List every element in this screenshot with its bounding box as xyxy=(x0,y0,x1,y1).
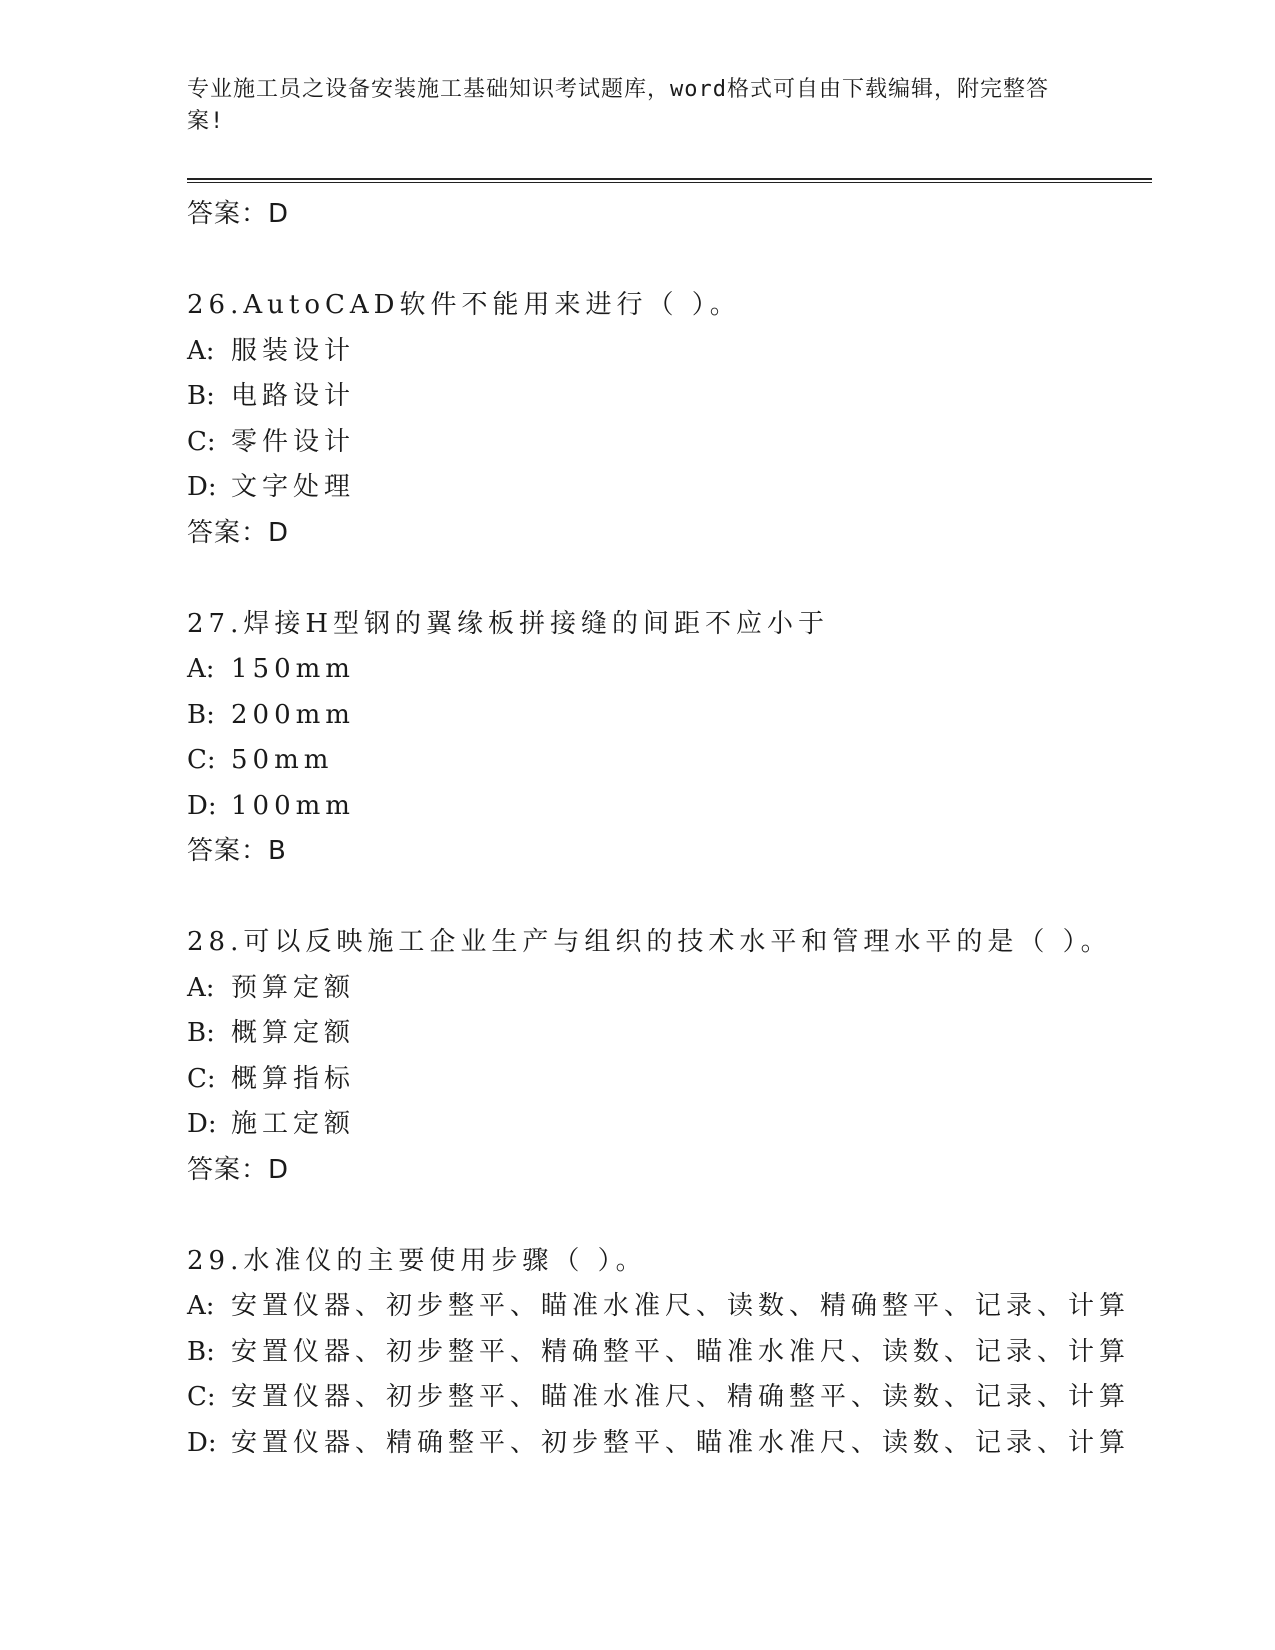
question-29 xyxy=(187,1239,1147,1467)
option-label: C: xyxy=(187,1063,216,1094)
question-26 xyxy=(187,283,1147,556)
option-text: 150mm xyxy=(231,654,355,684)
option-label: D: xyxy=(187,1427,217,1458)
answer-line: 答案：B xyxy=(187,836,287,866)
option-label: D: xyxy=(187,472,217,502)
option-c xyxy=(187,1057,1147,1103)
option-c xyxy=(187,420,1147,466)
option-text: 零件设计 xyxy=(231,426,356,457)
option-text: 50mm xyxy=(231,745,334,775)
option-label: A: xyxy=(187,335,215,366)
page-header xyxy=(187,74,1067,138)
option-label: C: xyxy=(187,745,216,775)
option-text: 安置仪器、初步整平、瞄准水准尺、读数、精确整平、记录、计算 xyxy=(231,1291,1131,1321)
option-a xyxy=(187,329,1147,375)
option-text: 施工定额 xyxy=(231,1109,356,1139)
option-label: B: xyxy=(187,1336,215,1367)
option-d xyxy=(187,1421,1147,1467)
answer-line: 答案：D xyxy=(187,1154,290,1185)
option-text: 概算定额 xyxy=(231,1018,356,1048)
option-text: 安置仪器、初步整平、精确整平、瞄准水准尺、读数、记录、计算 xyxy=(231,1336,1131,1367)
question-stem: 27.焊接H型钢的翼缘板拼接缝的间距不应小于 xyxy=(187,608,830,639)
question-28 xyxy=(187,920,1147,1193)
option-d xyxy=(187,784,1147,830)
option-text: 安置仪器、精确整平、初步整平、瞄准水准尺、读数、记录、计算 xyxy=(231,1427,1131,1458)
option-c xyxy=(187,1375,1147,1421)
option-label: A: xyxy=(187,1291,215,1321)
option-text: 文字处理 xyxy=(231,472,356,502)
spacer xyxy=(187,874,1147,920)
answer-line: 答案：D xyxy=(187,517,290,548)
option-d xyxy=(187,1102,1147,1148)
question-list xyxy=(187,192,1147,1466)
option-a xyxy=(187,1284,1147,1330)
spacer xyxy=(187,556,1147,602)
question-stem: 29.水准仪的主要使用步骤（ ）。 xyxy=(187,1245,647,1276)
option-c xyxy=(187,738,1147,784)
option-b xyxy=(187,1011,1147,1057)
option-b xyxy=(187,1330,1147,1376)
option-b xyxy=(187,374,1147,420)
question-27 xyxy=(187,602,1147,875)
option-label: A: xyxy=(187,654,215,684)
option-d xyxy=(187,465,1147,511)
option-label: D: xyxy=(187,790,217,821)
option-label: B: xyxy=(187,699,215,730)
answer-line: 答案：D xyxy=(187,199,290,229)
option-label: B: xyxy=(187,381,215,411)
spacer xyxy=(187,237,1147,283)
option-text: 安置仪器、初步整平、瞄准水准尺、精确整平、读数、记录、计算 xyxy=(231,1382,1131,1412)
question-stem: 26.AutoCAD软件不能用来进行（ ）。 xyxy=(187,290,741,320)
option-text: 概算指标 xyxy=(231,1063,356,1094)
option-a xyxy=(187,647,1147,693)
question-stem: 28.可以反映施工企业生产与组织的技术水平和管理水平的是（ ）。 xyxy=(187,927,1112,957)
option-label: C: xyxy=(187,1382,216,1412)
option-text: 服装设计 xyxy=(231,335,356,366)
option-label: C: xyxy=(187,426,216,457)
header-divider xyxy=(187,178,1152,183)
option-text: 100mm xyxy=(231,790,355,821)
option-text: 200mm xyxy=(231,699,355,730)
option-b xyxy=(187,693,1147,739)
option-label: B: xyxy=(187,1018,215,1048)
option-a xyxy=(187,966,1147,1012)
spacer xyxy=(187,1193,1147,1239)
option-label: A: xyxy=(187,972,215,1003)
option-label: D: xyxy=(187,1109,217,1139)
document-title: 专业施工员之设备安装施工基础知识考试题库，word格式可自由下载编辑，附完整答案! xyxy=(187,77,1049,134)
option-text: 电路设计 xyxy=(231,381,356,411)
option-text: 预算定额 xyxy=(231,972,356,1003)
